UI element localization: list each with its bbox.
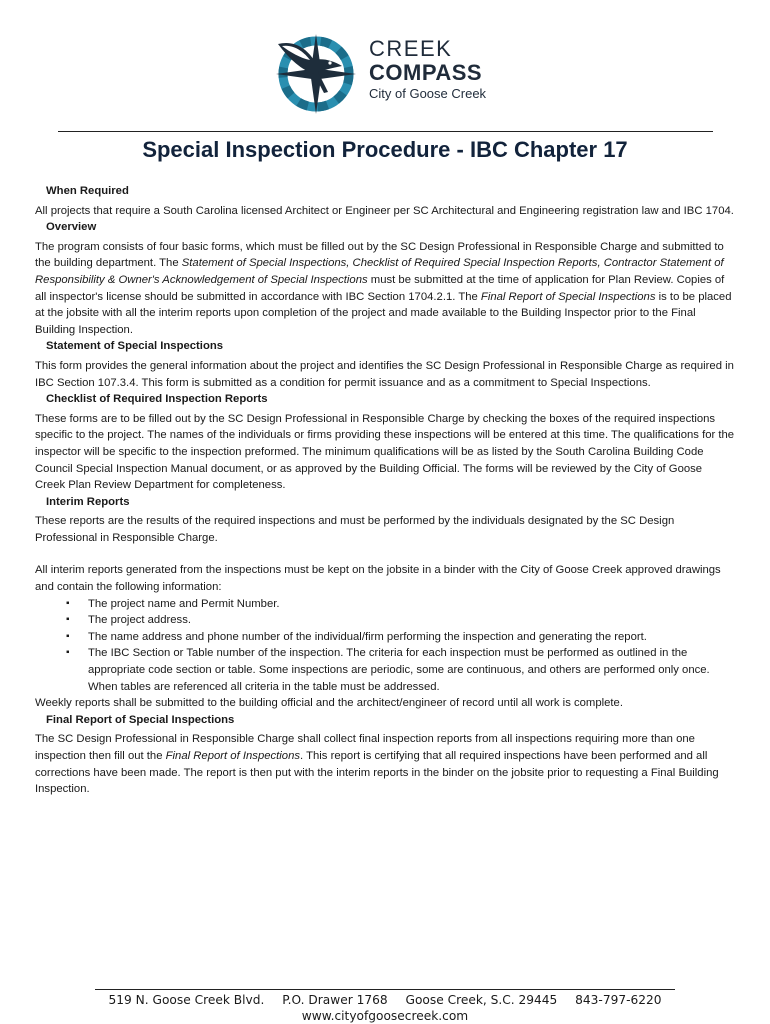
footer-address: 519 N. Goose Creek Blvd. <box>108 993 265 1007</box>
list-item: ▪ The project name and Permit Number. <box>88 596 735 613</box>
overview-forms-list: Statement of Special Inspections, Checklist of Required Special Inspection Reports, Contractor Statement of Responsibility & Owner's Acknowledgement of Special Inspections <box>35 257 724 286</box>
list-item: ▪ The project address. <box>88 612 735 629</box>
logo-line-city: City of Goose Creek <box>369 86 487 101</box>
interim-info-list <box>35 596 735 696</box>
page-footer <box>0 992 770 1024</box>
list-item: ▪ The name address and phone number of the individual/firm performing the inspection and generating the report. <box>88 629 735 646</box>
overview-text-part-1: The program consists of four basic forms, which must be filled out by the SC Design Professional in Responsible Charge and submitted to the building department. The <box>35 240 724 270</box>
overview-final-report-name: Final Report of Special Inspections <box>480 290 656 303</box>
final-text-part-1: The SC Design Professional in Responsible Charge shall collect final inspection reports from all inspections requiring more than one inspection then fill out the <box>35 733 695 762</box>
heading-final-report: Final Report of Special Inspections <box>46 713 235 726</box>
overview-text <box>35 239 735 339</box>
heading-overview: Overview <box>46 221 97 234</box>
heading-statement: Statement of Special Inspections <box>46 340 224 353</box>
heading-interim-reports: Interim Reports <box>46 495 130 508</box>
final-text-part-2: . This report is certifying that all required inspections have been performed and all corrections have been made. The report is then put with the interim reports in the binder on the jobsite prior to requesting a Final Building Inspection. <box>35 750 719 796</box>
footer-website-link[interactable]: www.cityofgoosecreek.com <box>301 1009 469 1023</box>
compass-heron-logo-icon <box>272 30 358 114</box>
page-title: Special Inspection Procedure - IBC Chapter 17 <box>142 137 628 162</box>
interim-text-1: These reports are the results of the required inspections and must be performed by the individuals designated by the SC Design Professional in Responsible Charge. <box>35 515 675 544</box>
list-item: ▪ The IBC Section or Table number of the inspection. The criteria for each inspection must be performed as outlined in the appropriate code section or table. Some inspections are periodic, some are continuous, and others are performed only once. When tables are referenced all criteria in the table must be addressed. <box>88 645 735 695</box>
header-rule <box>58 131 713 132</box>
document-body <box>35 183 735 798</box>
final-report-form-name: Final Report of Inspections <box>165 750 301 762</box>
logo-line-compass: COMPASS <box>369 60 483 85</box>
interim-text-2: All interim reports generated from the inspections must be kept on the jobsite in a binder with the City of Goose Creek approved drawings and contain the following information: <box>35 564 721 594</box>
overview-text-part-2: must be submitted at the time of application for Plan Review. Copies of all inspector's license should be submitted in accordance with IBC Section 1704.2.1. The <box>35 273 725 303</box>
heading-when-required: When Required <box>46 185 129 197</box>
statement-text: This form provides the general information about the project and identifies the SC Design Professional in Responsible Charge as required in IBC Section 107.3.4. This form is submitted as a condition for permit issuance and as a commitment to Special Inspections. <box>35 359 734 389</box>
final-report-text <box>35 731 735 797</box>
footer-po-box: P.O. Drawer 1768 <box>282 993 388 1007</box>
checklist-text: These forms are to be filled out by the SC Design Professional in Responsible Charge by checking the boxes of the required inspections specific to the project. The names of the individuals or firms providing these inspections will be entered at this time. The qualifications for the inspector will be specific to the inspection preformed. The minimum qualifications will be as listed by the South Carolina Building Code Council Special Inspection Manual document, or as approved by the Building Official. The forms will be reviewed by the City of Goose Creek Plan Review Department for completeness. <box>35 412 735 492</box>
when-required-text: All projects that require a South Carolina licensed Architect or Engineer per SC Architectural and Engineering registration law and IBC 1704. <box>35 204 734 217</box>
footer-phone: 843-797-6220 <box>575 993 662 1007</box>
footer-city: Goose Creek, S.C. 29445 <box>405 993 558 1007</box>
interim-text-3: Weekly reports shall be submitted to the building official and the architect/engineer of record until all work is complete. <box>35 697 623 710</box>
logo-line-creek: CREEK <box>369 36 453 61</box>
overview-text-part-3: is to be placed at the jobsite with all the interim reports upon completion of the project and made available to the Building Inspector prior to the Final Building Inspection. <box>35 290 732 336</box>
footer-rule <box>95 989 675 990</box>
city-logo <box>272 30 512 114</box>
heading-checklist: Checklist of Required Inspection Reports <box>46 393 268 406</box>
